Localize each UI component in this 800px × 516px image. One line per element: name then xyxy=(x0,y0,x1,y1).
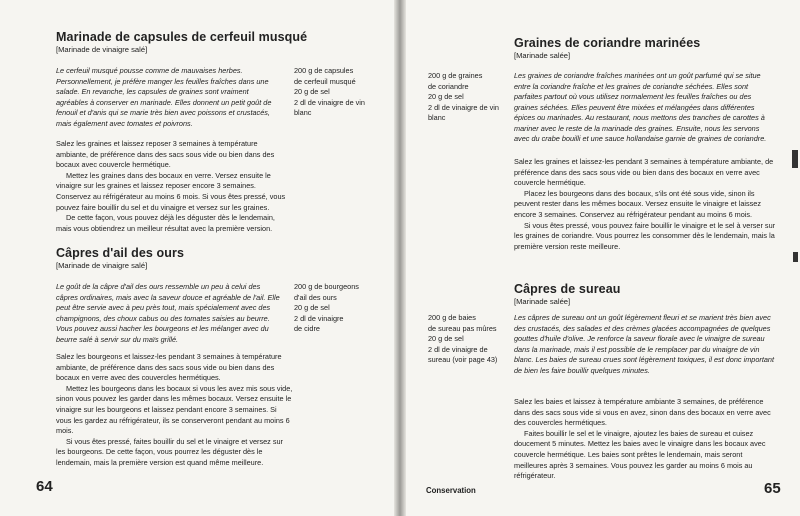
recipe-steps xyxy=(514,397,776,482)
ingredient-line: 2 dl de vinaigre de vin xyxy=(294,97,365,107)
ingredient-line: 20 g de sel xyxy=(294,303,330,312)
ingredient-line: sureau (voir page 43) xyxy=(428,355,498,364)
page-number: 64 xyxy=(36,478,53,495)
left-page xyxy=(0,0,398,516)
step-paragraph: Mettez les bourgeons dans les bocaux si vous les avez mis sous vide, sinon vous pouvez les garder dans les mêmes bocaux. Versez ensuite le vinaigre sur les bourgeons et laissez pendant encore 3 semaines. Si vous les gardez au réfrigérateur, ils se conserveront pendant au moins 6 mois. xyxy=(56,383,293,436)
recipe-intro: Les graines de coriandre fraîches marinées ont un goût parfumé qui se situe entre la coriandre fraîche et les graines de coriandre séchées. Elles sont parfaites partout où vous utilisez normalement les feuilles fraîches ou des graines séchées. Elles peuvent être mixées et mélangées dans différentes épices ou marinades. Au restaurant, nous mettons des tranches de carottes à mariner avec le reste de la marinade des graines. Ensuite, nous les servons avec du crabe bouilli et une sauce hollandaise garnie de graines de coriandre. xyxy=(514,71,767,143)
recipe-intro: Le cerfeuil musqué pousse comme de mauvaises herbes. Personnellement, je préfère manger les feuilles fraîches dans une salade. En revanche, les capsules de graines sont vraiment agréables à conserver en marinade. Elles donnent un petit goût de fenouil et d'anis qui se marie très bien avec poissons et crustacés, mais également avec tomates et poivrons. xyxy=(56,66,272,128)
ingredient-line: de coriandre xyxy=(428,81,469,91)
step-paragraph: Si vous êtes pressé, vous pouvez faire bouillir le vinaigre et le sel à verser sur les graines de coriandre. Vous pourrez les consommer dès le lendemain, mais la première version reste meilleure. xyxy=(514,220,776,251)
recipe-title: Graines de coriandre marinées xyxy=(514,36,701,50)
ingredient-line: 200 g de baies xyxy=(428,313,476,322)
recipe-steps xyxy=(56,352,294,469)
ingredient-line: 200 g de graines xyxy=(428,71,483,80)
ingredient-line: 20 g de sel xyxy=(294,87,330,96)
ingredient-line: blanc xyxy=(428,113,446,122)
ingredient-line: 2 dl de vinaigre de xyxy=(428,344,488,354)
running-footer: Conservation xyxy=(426,486,476,495)
ingredients-list xyxy=(428,313,514,366)
ingredient-line: 200 g de bourgeons xyxy=(294,282,359,291)
ingredient-line: de cidre xyxy=(294,324,320,333)
recipe-header-capres-ail-ours xyxy=(56,246,356,270)
ingredient-line: 20 g de sel xyxy=(428,334,464,343)
recipe-intro: Le goût de la câpre d'ail des ours ressemble un peu à celui des câpres ordinaires, mais avec la saveur douce et agréable de l'ail. Elle peut être servie avec à peu près tout, mais spécialement avec des champignons, des choux cabus ou des tomates saisies au beurre. Vous pouvez aussi hacher les bourgeons et les mélanger avec du beurre salé à servir sur du maïs grillé. xyxy=(56,282,280,344)
recipe-header-capsules-cerfeuil xyxy=(56,30,356,54)
ingredient-line: de sureau pas mûres xyxy=(428,323,497,333)
ingredient-line: 2 dl de vinaigre de vin xyxy=(428,102,499,112)
recipe-subtitle: [Marinade salée] xyxy=(514,51,571,60)
page-edge-mark xyxy=(793,252,798,262)
step-paragraph: De cette façon, vous pouvez déjà les déguster dès le lendemain, mais vous obtiendrez un meilleur résultat avec la première version. xyxy=(56,213,275,233)
step-paragraph: Placez les bourgeons dans des bocaux, s'ils ont été sous vide, sinon ils peuvent rester dans les mêmes bocaux. Versez ensuite le vinaigre et laissez encore 3 semaines. Conservez au réfrigérateur pendant au moins 6 mois. xyxy=(514,188,762,219)
ingredient-line: 2 dl de vinaigre xyxy=(294,313,344,323)
step-paragraph: Salez les bourgeons et laissez-les pendant 3 semaines à température ambiante, de préférence dans des sacs sous vide ou bien dans des bocaux en verre avec des couvercles hermétiques. xyxy=(56,352,282,383)
recipe-header-capres-sureau xyxy=(514,282,784,306)
page-number: 65 xyxy=(764,480,781,497)
ingredients-list xyxy=(428,71,514,124)
recipe-header-graines-coriandre xyxy=(514,36,784,60)
recipe-intro: Les câpres de sureau ont un goût légèrement fleuri et se marient très bien avec des crustacés, des salades et des crèmes glacées accompagnées de quelques gouttes d'huile d'olive. Je renforce la saveur florale avec le vinaigre de sureau dans la marinade, mais il est possible de le remplacer par du vinaigre de vin blanc. Les baies de sureau crues sont légèrement toxiques, il est donc important de bien les faire bouillir quelques minutes. xyxy=(514,313,774,375)
page-edge-mark xyxy=(792,150,798,168)
ingredient-line: 20 g de sel xyxy=(428,92,464,101)
step-paragraph: Salez les baies et laissez à température ambiante 3 semaines, de préférence dans des sacs sous vide si vous en avez, sinon dans des bocaux en verre avec des couvercles hermétiques. xyxy=(514,397,771,428)
ingredients-list xyxy=(294,66,390,119)
step-paragraph: Salez les graines et laissez-les pendant 3 semaines à température ambiante, de préférence dans des sacs sous vide ou bien dans des bocaux en verre avec couvercle hermétique. xyxy=(514,157,774,188)
step-paragraph: Salez les graines et laissez reposer 3 semaines à température ambiante, de préférence dans des sacs sous vide ou bien dans des bocaux avec couvercle hermétique. xyxy=(56,139,275,170)
ingredients-list xyxy=(294,282,390,335)
recipe-steps xyxy=(514,157,776,252)
recipe-title: Câpres d'ail des ours xyxy=(56,246,185,260)
book-gutter xyxy=(394,0,406,516)
ingredient-line: blanc xyxy=(294,108,312,117)
step-paragraph: Faites bouillir le sel et le vinaigre, ajoutez les baies de sureau et cuisez doucement 5 minutes. Mettez les baies avec le vinaigre dans les bocaux avec couvercle hermétique. Les baies sont prêtes le lendemain, mais seront meilleures après 3 semaines. Vous pouvez les garder au moins 6 mois au réfrigérateur. xyxy=(514,428,766,481)
recipe-subtitle: [Marinade salée] xyxy=(514,297,571,306)
recipe-title: Câpres de sureau xyxy=(514,282,621,296)
recipe-title: Marinade de capsules de cerfeuil musqué xyxy=(56,30,308,44)
ingredient-line: 200 g de capsules xyxy=(294,66,354,75)
recipe-subtitle: [Marinade de vinaigre salé] xyxy=(56,261,148,270)
ingredient-line: de cerfeuil musqué xyxy=(294,76,356,86)
step-paragraph: Si vous êtes pressé, faites bouillir du sel et le vinaigre et versez sur les bourgeons. De cette façon, vous pourrez les déguster dès le lendemain, mais la première version est quand même meilleure. xyxy=(56,436,283,467)
right-page xyxy=(402,0,800,516)
recipe-subtitle: [Marinade de vinaigre salé] xyxy=(56,45,148,54)
ingredient-line: d'ail des ours xyxy=(294,292,337,302)
recipe-steps xyxy=(56,139,288,234)
step-paragraph: Mettez les graines dans des bocaux en verre. Versez ensuite le vinaigre sur les graines et laissez reposer encore 3 semaines. Conservez au réfrigérateur au moins 6 mois. Si vous êtes pressé, vous pouvez faire bouillir du sel et du vinaigre et versez sur les graines. xyxy=(56,170,286,212)
